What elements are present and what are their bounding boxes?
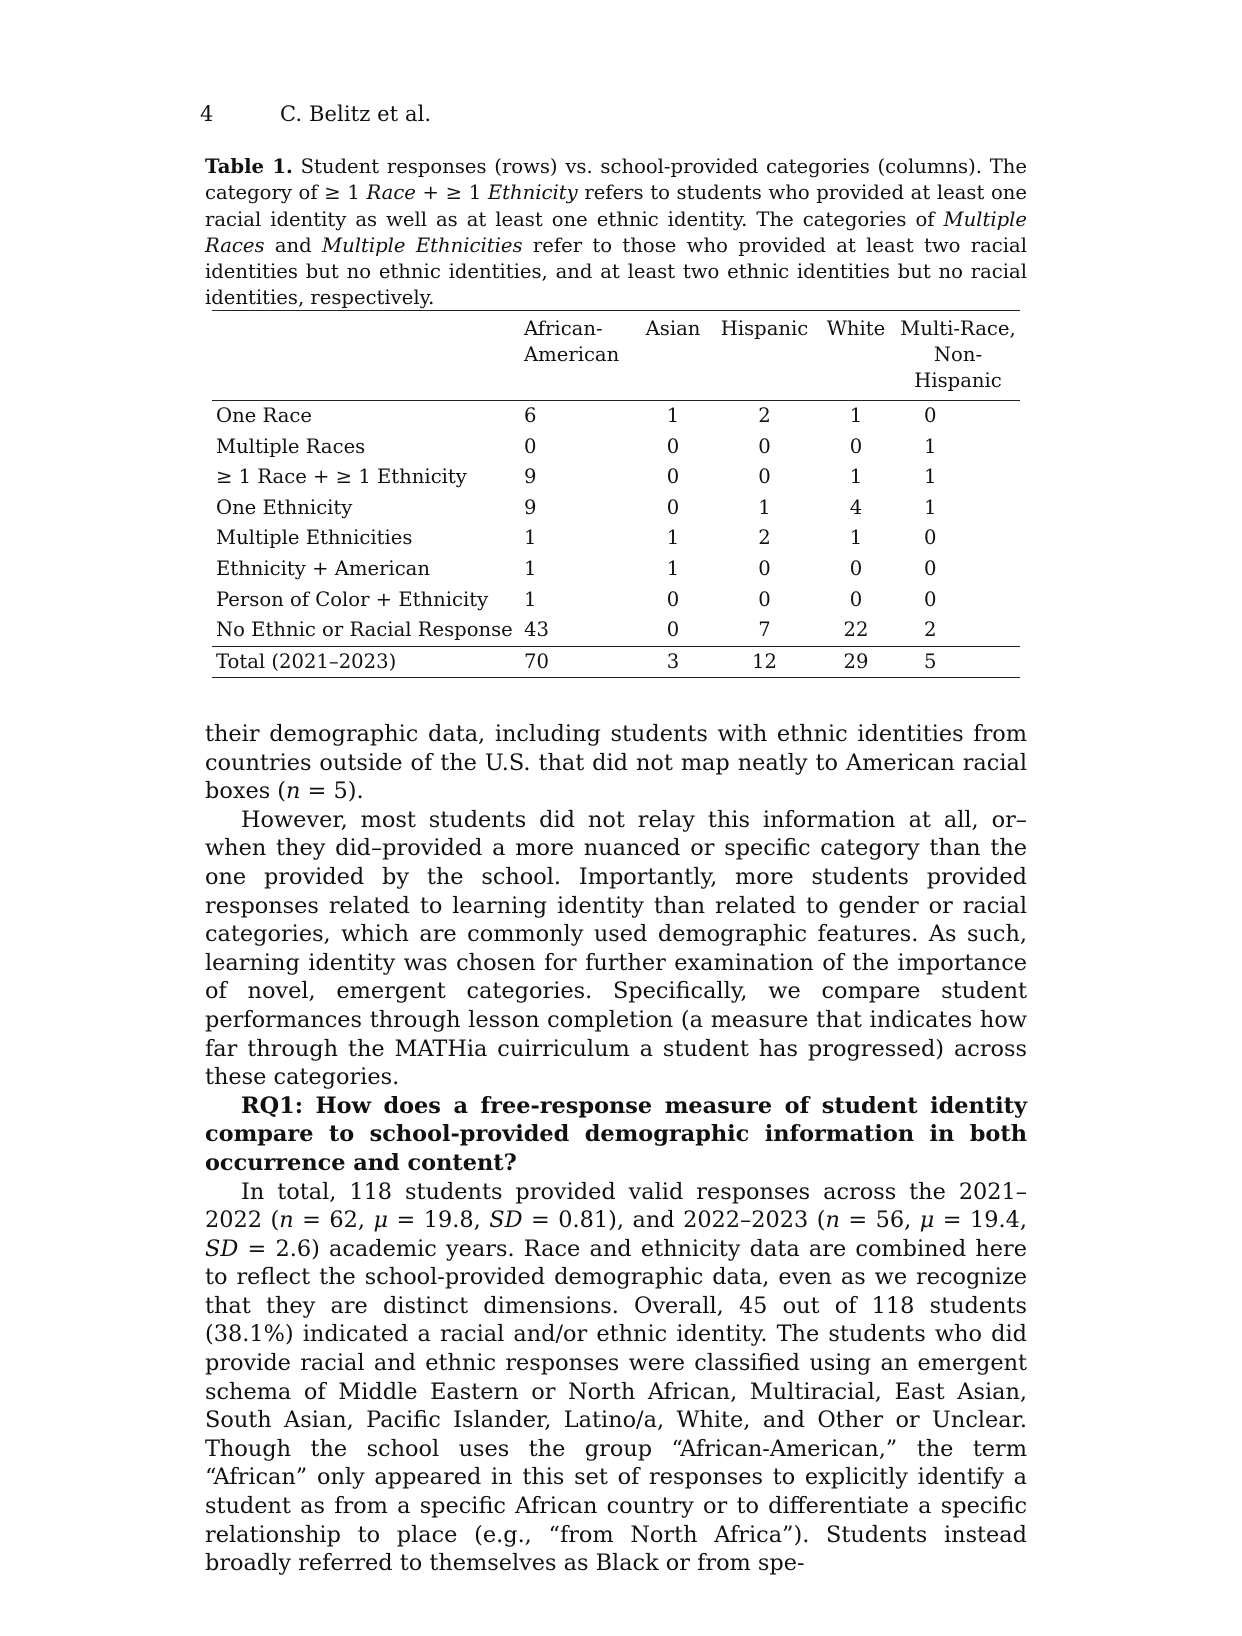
math-var: n: [825, 1207, 840, 1234]
text-run: = 62,: [293, 1207, 374, 1234]
page-number: 4: [200, 102, 214, 126]
header-multi-race: [896, 311, 1020, 401]
table-cell: 9: [524, 495, 537, 519]
table-cell: 2: [758, 526, 771, 550]
text-run: = 19.8,: [388, 1207, 490, 1234]
row-label: One Ethnicity: [216, 495, 353, 519]
table-cell: 1: [924, 495, 937, 519]
data-table-container: [212, 310, 1020, 678]
table-cell: 1: [524, 526, 537, 550]
table-cell: 4: [849, 495, 863, 519]
math-var: SD: [205, 1235, 239, 1262]
table-cell: 1: [849, 404, 863, 427]
table-cell: 9: [524, 465, 537, 489]
header-asian: Asian: [633, 311, 713, 401]
data-table: [212, 310, 1020, 678]
paragraph: However, most students did not relay this information at all, or–when they did–provided a more nuanced or specific category than the one provided by the school. Importantly, more students provided responses related to learning identity than related to gender or racial categories, which are commonly used demographic features. As such, learning identity was chosen for further examination of the importance of novel, emergent categories. Specifically, we compare student performances through lesson completion (a measure that indicates how far through the MATHia cuirriculum a student has progressed) across these categories.: [205, 806, 1027, 1091]
table-cell: 0: [524, 434, 537, 458]
table-cell: 3: [633, 646, 713, 678]
table-row: [212, 493, 1020, 524]
table-cell: 0: [924, 404, 937, 427]
caption-italic: Ethnicity: [487, 181, 578, 205]
text-run: = 2.6) academic years. Race and ethnicity data are combined here to reflect the school-provided demographic data, even as we recognize that they are distinct dimensions. Overall, 45 out of 118 students (38.1%) indicated a racial and/or ethnic identity. The students who did provide racial and ethnic responses were classified using an emergent schema of Middle Eastern or North African, Multiracial, East Asian, South Asian, Pacific Islander, Latino/a, White, and Other or Unclear. Though the school uses the group “African-American,” the term “African” only appeared in this set of responses to explicitly identify a student as from a specific African country or to differentiate a specific relationship to place (e.g., “from North Africa”). Students instead broadly referred to themselves as Black or from spe-: [205, 1235, 1027, 1577]
text-run: = 56,: [839, 1207, 920, 1234]
header-white: White: [816, 311, 896, 401]
text-run: = 19.4,: [934, 1207, 1027, 1234]
table-header-row: [212, 311, 1020, 401]
table-cell: 5: [896, 646, 1020, 678]
header-text: Multi-Race,: [900, 317, 1016, 340]
caption-text: + ≥ 1: [415, 181, 488, 205]
table-cell: 0: [758, 465, 771, 489]
caption-text: refers to students who provided at least one racial identity as well as at least one ethnic identity. The categories of: [205, 181, 1027, 231]
row-label: Ethnicity + American: [216, 556, 430, 580]
table-row: [212, 401, 1020, 432]
header-text: American: [524, 343, 620, 366]
caption-text: refer to those who provided at least two racial identities but no ethnic identities, and at least two ethnic identities but no racial identities, respectively.: [205, 233, 1027, 310]
text-run: In total, 118 students provided valid responses across the 2021–2022 (: [205, 1178, 1027, 1234]
table-cell: 43: [524, 618, 549, 642]
table-body: [212, 401, 1020, 678]
row-label: Total (2021–2023): [212, 646, 520, 678]
table-cell: 1: [924, 465, 937, 489]
table-caption: [205, 154, 1027, 312]
table-cell: 70: [520, 646, 633, 678]
table-cell: 1: [924, 434, 937, 458]
table-cell: 0: [924, 526, 937, 550]
table-cell: 0: [849, 556, 863, 580]
text-run: = 5).: [300, 778, 364, 805]
table-row: [212, 615, 1020, 646]
table-cell: 1: [524, 556, 537, 580]
table-cell: 12: [713, 646, 816, 678]
header-african-american: [520, 311, 633, 401]
caption-italic: Multiple Races: [205, 207, 1027, 257]
table-cell: 1: [666, 404, 680, 427]
table-cell: 0: [666, 587, 680, 611]
table-cell: 0: [666, 434, 680, 458]
table-row: [212, 554, 1020, 585]
research-question-heading: RQ1: How does a free-response measure of student identity compare to school-provided demographic information in both occurrence and content?: [205, 1092, 1027, 1176]
table-cell: 1: [849, 526, 863, 550]
table-cell: 0: [758, 587, 771, 611]
caption-label: Table 1.: [205, 155, 293, 178]
table-cell: 1: [666, 556, 680, 580]
header-blank: [212, 311, 520, 401]
table-cell: 0: [849, 587, 863, 611]
table-cell: 0: [666, 618, 680, 642]
row-label: One Race: [216, 404, 312, 427]
body-text: [205, 720, 1027, 1578]
row-label: Multiple Races: [216, 434, 366, 458]
table-cell: 29: [816, 646, 896, 678]
author-line: C. Belitz et al.: [280, 102, 432, 126]
header-text: Non-Hispanic: [914, 343, 1002, 392]
text-run: their demographic data, including students with ethnic identities from countries outside of the U.S. that did not map neatly to American racial boxes (: [205, 721, 1027, 805]
table-cell: 22: [843, 618, 869, 642]
table-cell: 1: [849, 465, 863, 489]
table-row: [212, 432, 1020, 463]
table-cell: 2: [758, 404, 771, 427]
row-label: No Ethnic or Racial Response: [216, 618, 513, 642]
table-cell: 0: [666, 495, 680, 519]
table-row: [212, 523, 1020, 554]
table-cell: 0: [924, 556, 937, 580]
table-cell: 7: [758, 618, 771, 642]
caption-italic: Race: [366, 181, 416, 205]
table-total-row: [212, 646, 1020, 678]
row-label: Multiple Ethnicities: [216, 526, 413, 550]
caption-text: Student responses (rows) vs. school-provided categories (columns). The category of ≥ 1: [205, 155, 1027, 205]
running-head: [200, 102, 431, 126]
math-var: n: [279, 1207, 294, 1234]
table-row: [212, 585, 1020, 616]
text-run: = 0.81), and 2022–2023 (: [522, 1207, 826, 1234]
table-cell: 0: [758, 434, 771, 458]
table-cell: 0: [758, 556, 771, 580]
table-cell: 6: [524, 404, 537, 427]
header-text: African-: [524, 317, 603, 340]
caption-text: and: [264, 233, 323, 257]
math-var: μ: [919, 1207, 935, 1234]
paragraph: [205, 720, 1027, 806]
table-cell: 2: [924, 618, 937, 642]
table-cell: 1: [666, 526, 680, 550]
row-label: ≥ 1 Race + ≥ 1 Ethnicity: [216, 465, 467, 489]
table-cell: 1: [524, 587, 537, 611]
row-label: Person of Color + Ethnicity: [216, 587, 489, 611]
paragraph: [205, 1178, 1027, 1578]
caption-italic: Multiple Ethnicities: [322, 233, 523, 257]
math-var: μ: [373, 1207, 389, 1234]
header-hispanic: Hispanic: [713, 311, 816, 401]
math-var: n: [286, 778, 301, 805]
table-cell: 0: [849, 434, 863, 458]
table-cell: 1: [758, 495, 771, 519]
table-cell: 0: [924, 587, 937, 611]
table-row: [212, 462, 1020, 493]
table-cell: 0: [666, 465, 680, 489]
math-var: SD: [489, 1207, 523, 1234]
